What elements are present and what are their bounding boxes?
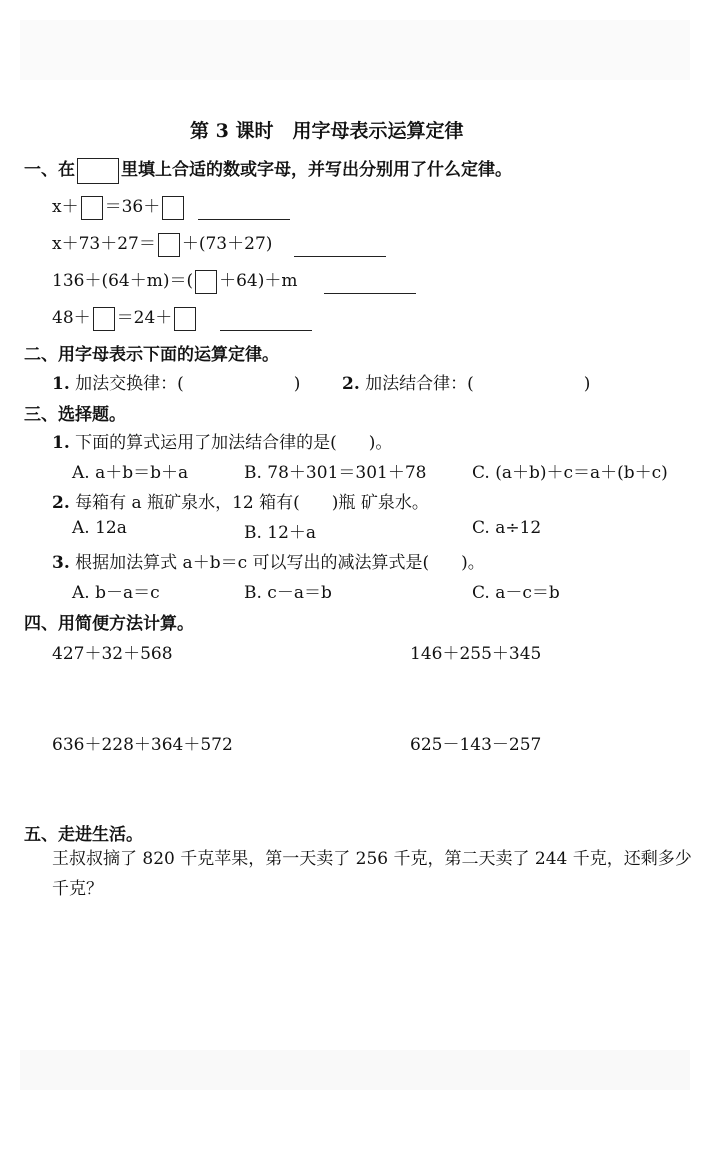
s2-item-1-label: 加法交换律：(: [75, 374, 184, 394]
s1-l1-text-b: ＝36＋: [104, 197, 161, 217]
s3-q2-option-b[interactable]: B. 12＋a: [244, 523, 317, 543]
s2-item-2: [342, 369, 590, 394]
s5-word-problem: 王叔叔摘了 820 千克苹果，第一天卖了 256 千克，第二天卖了 244 千克，还剩多少千克？: [52, 849, 692, 899]
answer-box[interactable]: [158, 233, 180, 257]
s1-l4-text-a: 48＋: [52, 308, 91, 328]
s2-item-2-label: 加法结合律：(: [365, 374, 474, 394]
paren-close: ): [293, 374, 301, 394]
s3-question-1: [52, 428, 392, 453]
s3-q3-option-b[interactable]: B. c－a＝b: [244, 583, 332, 603]
answer-box[interactable]: [174, 307, 196, 331]
section-4-heading: 四、用简便方法计算。: [24, 614, 194, 634]
s3-q1-option-b[interactable]: B. 78＋301＝301＋78: [244, 463, 427, 483]
answer-box: [77, 158, 119, 184]
s4-expression-4: 625－143－257: [410, 735, 542, 755]
item-number: 1.: [52, 374, 70, 394]
scan-shade-top: [20, 20, 690, 80]
s1-line-4: [52, 303, 312, 331]
s3-q2-option-c[interactable]: C. a÷12: [472, 518, 542, 538]
s2-item-1: [52, 369, 300, 394]
law-blank[interactable]: [324, 277, 416, 294]
s3-q2-text: 每箱有 a 瓶矿泉水，12 箱有(: [75, 493, 300, 513]
s4-expression-2: 146＋255＋345: [410, 644, 542, 664]
s3-q1-text: 下面的算式运用了加法结合律的是(: [75, 433, 337, 453]
answer-box[interactable]: [195, 270, 217, 294]
s1-l3-text-a: 136＋(64＋m)＝(: [52, 271, 194, 291]
section-5-heading: 五、走进生活。: [24, 825, 143, 845]
law-blank[interactable]: [198, 203, 290, 220]
s3-q3-option-a[interactable]: A. b－a＝c: [72, 583, 160, 603]
s1-line-3: [52, 266, 416, 294]
scan-shade-bottom: [20, 1050, 690, 1090]
s3-question-2: [52, 488, 429, 513]
s1-l3-text-b: ＋64)＋m: [219, 271, 298, 291]
item-number: 2.: [342, 374, 360, 394]
s1-line-2: [52, 229, 386, 257]
section-1-heading-pre: 一、在: [24, 160, 75, 180]
section-1-heading: [24, 155, 512, 184]
page-title: 第 3 课时 用字母表示运算定律: [190, 120, 464, 142]
item-number: 2.: [52, 493, 70, 513]
s3-q1-option-a[interactable]: A. a＋b＝b＋a: [72, 463, 189, 483]
section-1-heading-post: 里填上合适的数或字母，并写出分别用了什么定律。: [121, 160, 512, 180]
s4-expression-1: 427＋32＋568: [52, 644, 173, 664]
s3-q1-option-c[interactable]: C. (a＋b)＋c＝a＋(b＋c): [472, 463, 668, 483]
s3-question-3: [52, 548, 485, 573]
law-blank[interactable]: [294, 240, 386, 257]
s3-q2-text-end: )瓶 矿泉水。: [331, 493, 429, 513]
answer-box[interactable]: [162, 196, 184, 220]
answer-box[interactable]: [93, 307, 115, 331]
s3-q1-text-end: )。: [368, 433, 393, 453]
s4-expression-3: 636＋228＋364＋572: [52, 735, 233, 755]
s1-l1-text-a: x＋: [52, 197, 79, 217]
s3-q3-option-c[interactable]: C. a－c＝b: [472, 583, 560, 603]
s1-l2-text-b: ＋(73＋27): [181, 234, 273, 254]
s3-q2-option-a[interactable]: A. 12a: [72, 518, 127, 538]
s1-l2-text-a: x＋73＋27＝: [52, 234, 156, 254]
s1-l4-text-b: ＝24＋: [116, 308, 173, 328]
item-number: 1.: [52, 433, 70, 453]
s1-line-1: [52, 192, 290, 220]
s3-q3-text: 根据加法算式 a＋b＝c 可以写出的减法算式是(: [75, 553, 430, 573]
law-blank[interactable]: [220, 314, 312, 331]
item-number: 3.: [52, 553, 70, 573]
answer-box[interactable]: [81, 196, 103, 220]
paren-close: ): [583, 374, 591, 394]
section-3-heading: 三、选择题。: [24, 405, 126, 425]
s3-q3-text-end: )。: [461, 553, 485, 573]
section-2-heading: 二、用字母表示下面的运算定律。: [24, 345, 279, 365]
